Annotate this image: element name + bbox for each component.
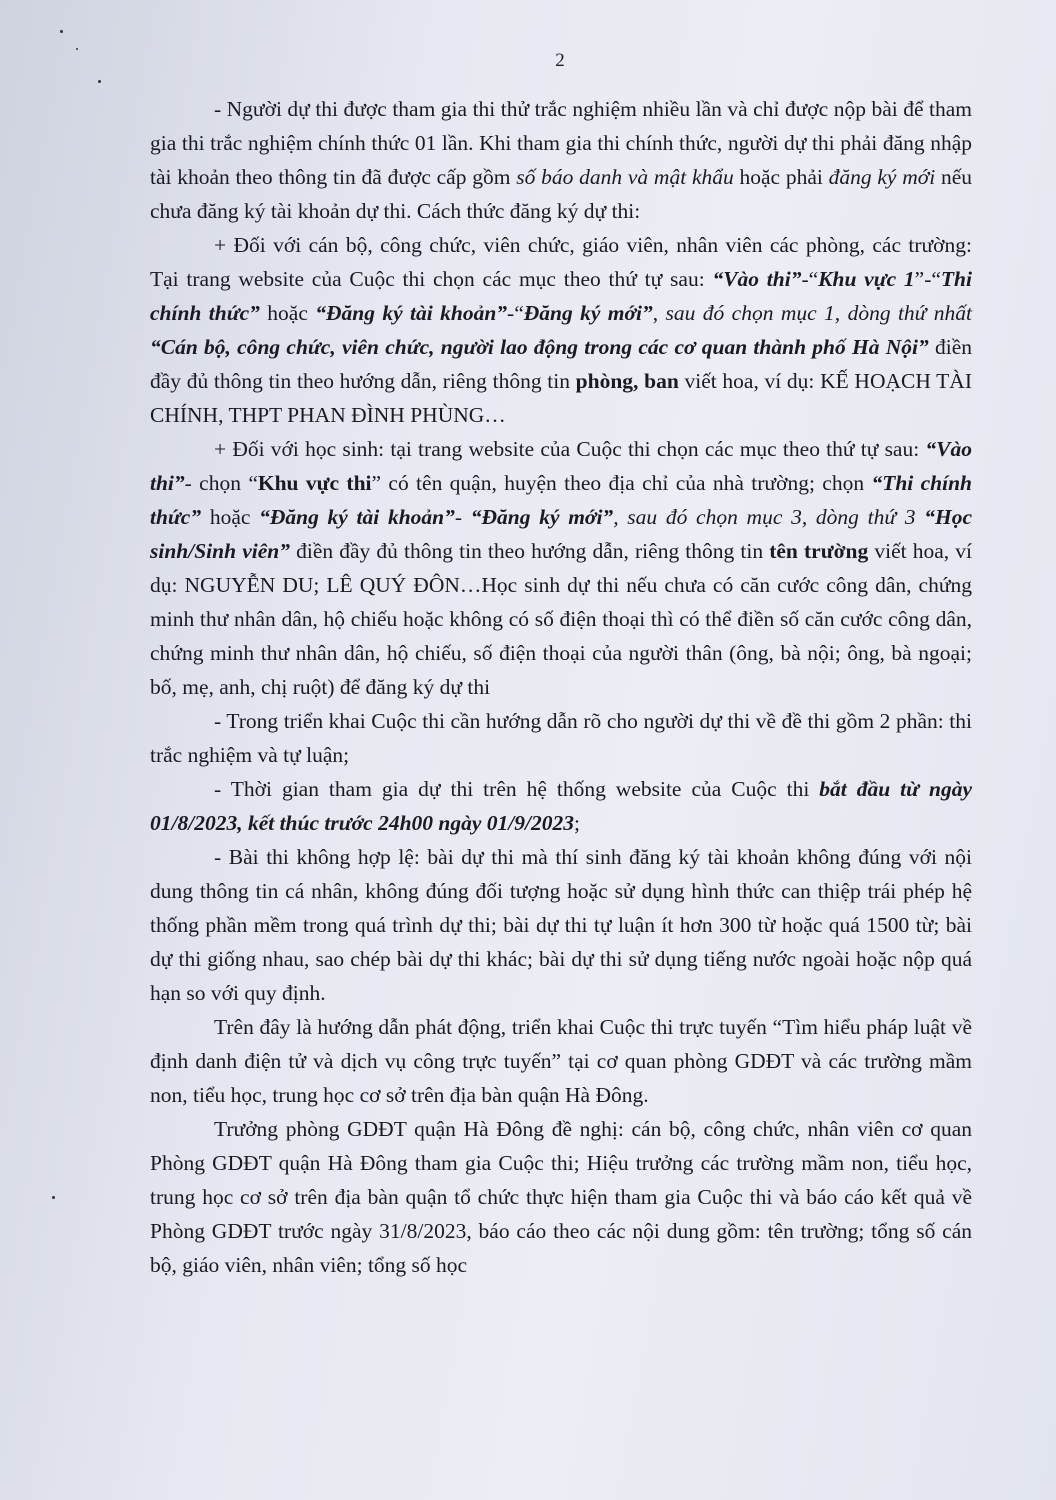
text-segment: hoặc — [201, 505, 260, 529]
text-segment: “Đăng ký tài khoản” — [259, 505, 455, 529]
paragraph-p3 — [150, 432, 972, 704]
text-segment: - Trong triển khai Cuộc thi cần hướng dẫn rõ cho người dự thi về đề thi gồm 2 phần: thi trắc nghiệm và tự luận; — [150, 709, 972, 767]
text-segment: Trưởng phòng GDĐT quận Hà Đông đề nghị: cán bộ, công chức, nhân viên cơ quan Phòng GDĐT quận Hà Đông tham gia Cuộc thi; Hiệu trưởng các trường mầm non, tiểu học, trung học cơ sở trên địa bàn quận tổ chức thực hiện tham gia Cuộc thi và báo cáo kết quả về Phòng GDĐT trước ngày 31/8/2023, báo cáo theo các nội dung gồm: tên trường; tổng số cán bộ, giáo viên, nhân viên; tổng số học — [150, 1117, 972, 1277]
text-segment: viết hoa, ví dụ: KẾ HOẠCH TÀI CHÍNH, THPT PHAN ĐÌNH PHÙNG… — [150, 369, 972, 427]
speck-mark — [52, 1196, 55, 1199]
text-segment: , — [652, 301, 666, 325]
paragraph-p8 — [150, 1112, 972, 1282]
text-segment: bắt đầu từ ngày 01/8/2023, kết thúc trước 24h00 ngày 01/9/2023 — [150, 777, 972, 835]
text-segment: sau đó chọn mục 1, dòng thứ nhất — [665, 301, 973, 325]
text-segment: Khu vực 1 — [818, 267, 915, 291]
text-segment: điền đầy đủ thông tin theo hướng dẫn, riêng thông tin — [289, 539, 770, 563]
text-segment: “Đăng ký tài khoản” — [315, 301, 508, 325]
text-segment: - Bài thi không hợp lệ: bài dự thi mà thí sinh đăng ký tài khoản không đúng với nội dung thông tin cá nhân, không đúng đối tượng hoặc sử dụng hình thức can thiệp trái phép hệ thống phần mềm trong quá trình dự thi; bài dự thi tự luận ít hơn 300 từ hoặc quá 1500 từ; bài dự thi giống nhau, sao chép bài dự thi khác; bài dự thi sử dụng tiếng nước ngoài hoặc nộp quá hạn so với quy định. — [150, 845, 972, 1005]
text-segment: điền đầy đủ thông tin theo hướng dẫn, riêng thông tin — [150, 335, 972, 393]
text-segment: hoặc phải — [733, 165, 829, 189]
text-segment: - chọn “ — [184, 471, 258, 495]
text-segment: “Học sinh/Sinh viên” — [150, 505, 973, 563]
text-segment: + Đối với học sinh: tại trang website của Cuộc thi chọn các mục theo thứ tự sau: — [214, 437, 926, 461]
text-segment: - Thời gian tham gia dự thi trên hệ thống website của Cuộc thi — [214, 777, 820, 801]
text-segment: viết hoa, ví dụ: NGUYỄN DU; LÊ QUÝ ĐÔN…Học sinh dự thi nếu chưa có căn cước công dân, chứng minh thư nhân dân, hộ chiếu hoặc không có số điện thoại thì có thể điền số căn cước công dân, chứng minh thư nhân dân, hộ chiếu, số điện thoại của người thân (ông, bà nội; ông, bà ngoại; bố, mẹ, anh, chị ruột) để đăng ký dự thi — [150, 539, 972, 699]
text-segment: “Cán bộ, công chức, viên chức, người lao động trong các cơ quan thành phố Hà Nội” — [150, 335, 929, 359]
text-segment: Khu vực thi — [257, 471, 372, 495]
text-segment: ; — [573, 811, 580, 835]
text-segment: -“ — [801, 267, 819, 291]
text-segment: hoặc — [259, 301, 316, 325]
paragraph-p6 — [150, 840, 972, 1010]
text-segment: ”-“ — [914, 267, 941, 291]
text-segment: - — [454, 505, 471, 529]
text-segment: “Vào thi” — [712, 267, 802, 291]
text-segment: nếu chưa đăng ký tài khoản dự thi. Cách thức đăng ký dự thi: — [150, 165, 973, 223]
paragraph-p5 — [150, 772, 972, 840]
text-segment: + Đối với cán bộ, công chức, viên chức, giáo viên, nhân viên các phòng, các trường: Tại trang website của Cuộc thi chọn các mục theo thứ tự sau: — [150, 233, 972, 291]
text-segment: ” có tên quận, huyện theo địa chỉ của nhà trường; chọn — [371, 471, 872, 495]
speck-mark — [60, 30, 63, 33]
speck-mark — [98, 80, 101, 83]
paragraph-p7 — [150, 1010, 972, 1112]
document-body — [150, 92, 972, 1282]
paragraph-p1 — [150, 92, 972, 228]
text-segment: Trên đây là hướng dẫn phát động, triển khai Cuộc thi trực tuyến “Tìm hiểu pháp luật về định danh điện tử và dịch vụ công trực tuyến” tại cơ quan phòng GDĐT và các trường mầm non, tiểu học, trung học cơ sở trên địa bàn quận Hà Đông. — [150, 1015, 972, 1107]
paragraph-p2 — [150, 228, 972, 432]
text-segment: “Vào thi” — [150, 437, 972, 495]
text-segment: Đăng ký mới” — [523, 301, 653, 325]
paragraph-p4 — [150, 704, 972, 772]
text-segment: , sau đó chọn mục 3, dòng thứ 3 — [613, 505, 925, 529]
text-segment: tên trường — [769, 539, 869, 563]
text-segment: “Thi chính thức” — [150, 471, 972, 529]
text-segment: đăng ký mới — [828, 165, 936, 189]
page-number: 2 — [555, 50, 565, 71]
text-segment: “Đăng ký mới” — [470, 505, 614, 529]
text-segment: -“ — [507, 301, 524, 325]
text-segment: số báo danh và mật khẩu — [516, 165, 734, 189]
text-segment: phòng, ban — [575, 369, 679, 393]
text-segment: Thi chính thức” — [150, 267, 972, 325]
text-segment: - Người dự thi được tham gia thi thử trắc nghiệm nhiều lần và chỉ được nộp bài để tham gia thi trắc nghiệm chính thức 01 lần. Khi tham gia thi chính thức, người dự thi phải đăng nhập tài khoản theo thông tin đã được cấp gồm — [150, 97, 972, 189]
